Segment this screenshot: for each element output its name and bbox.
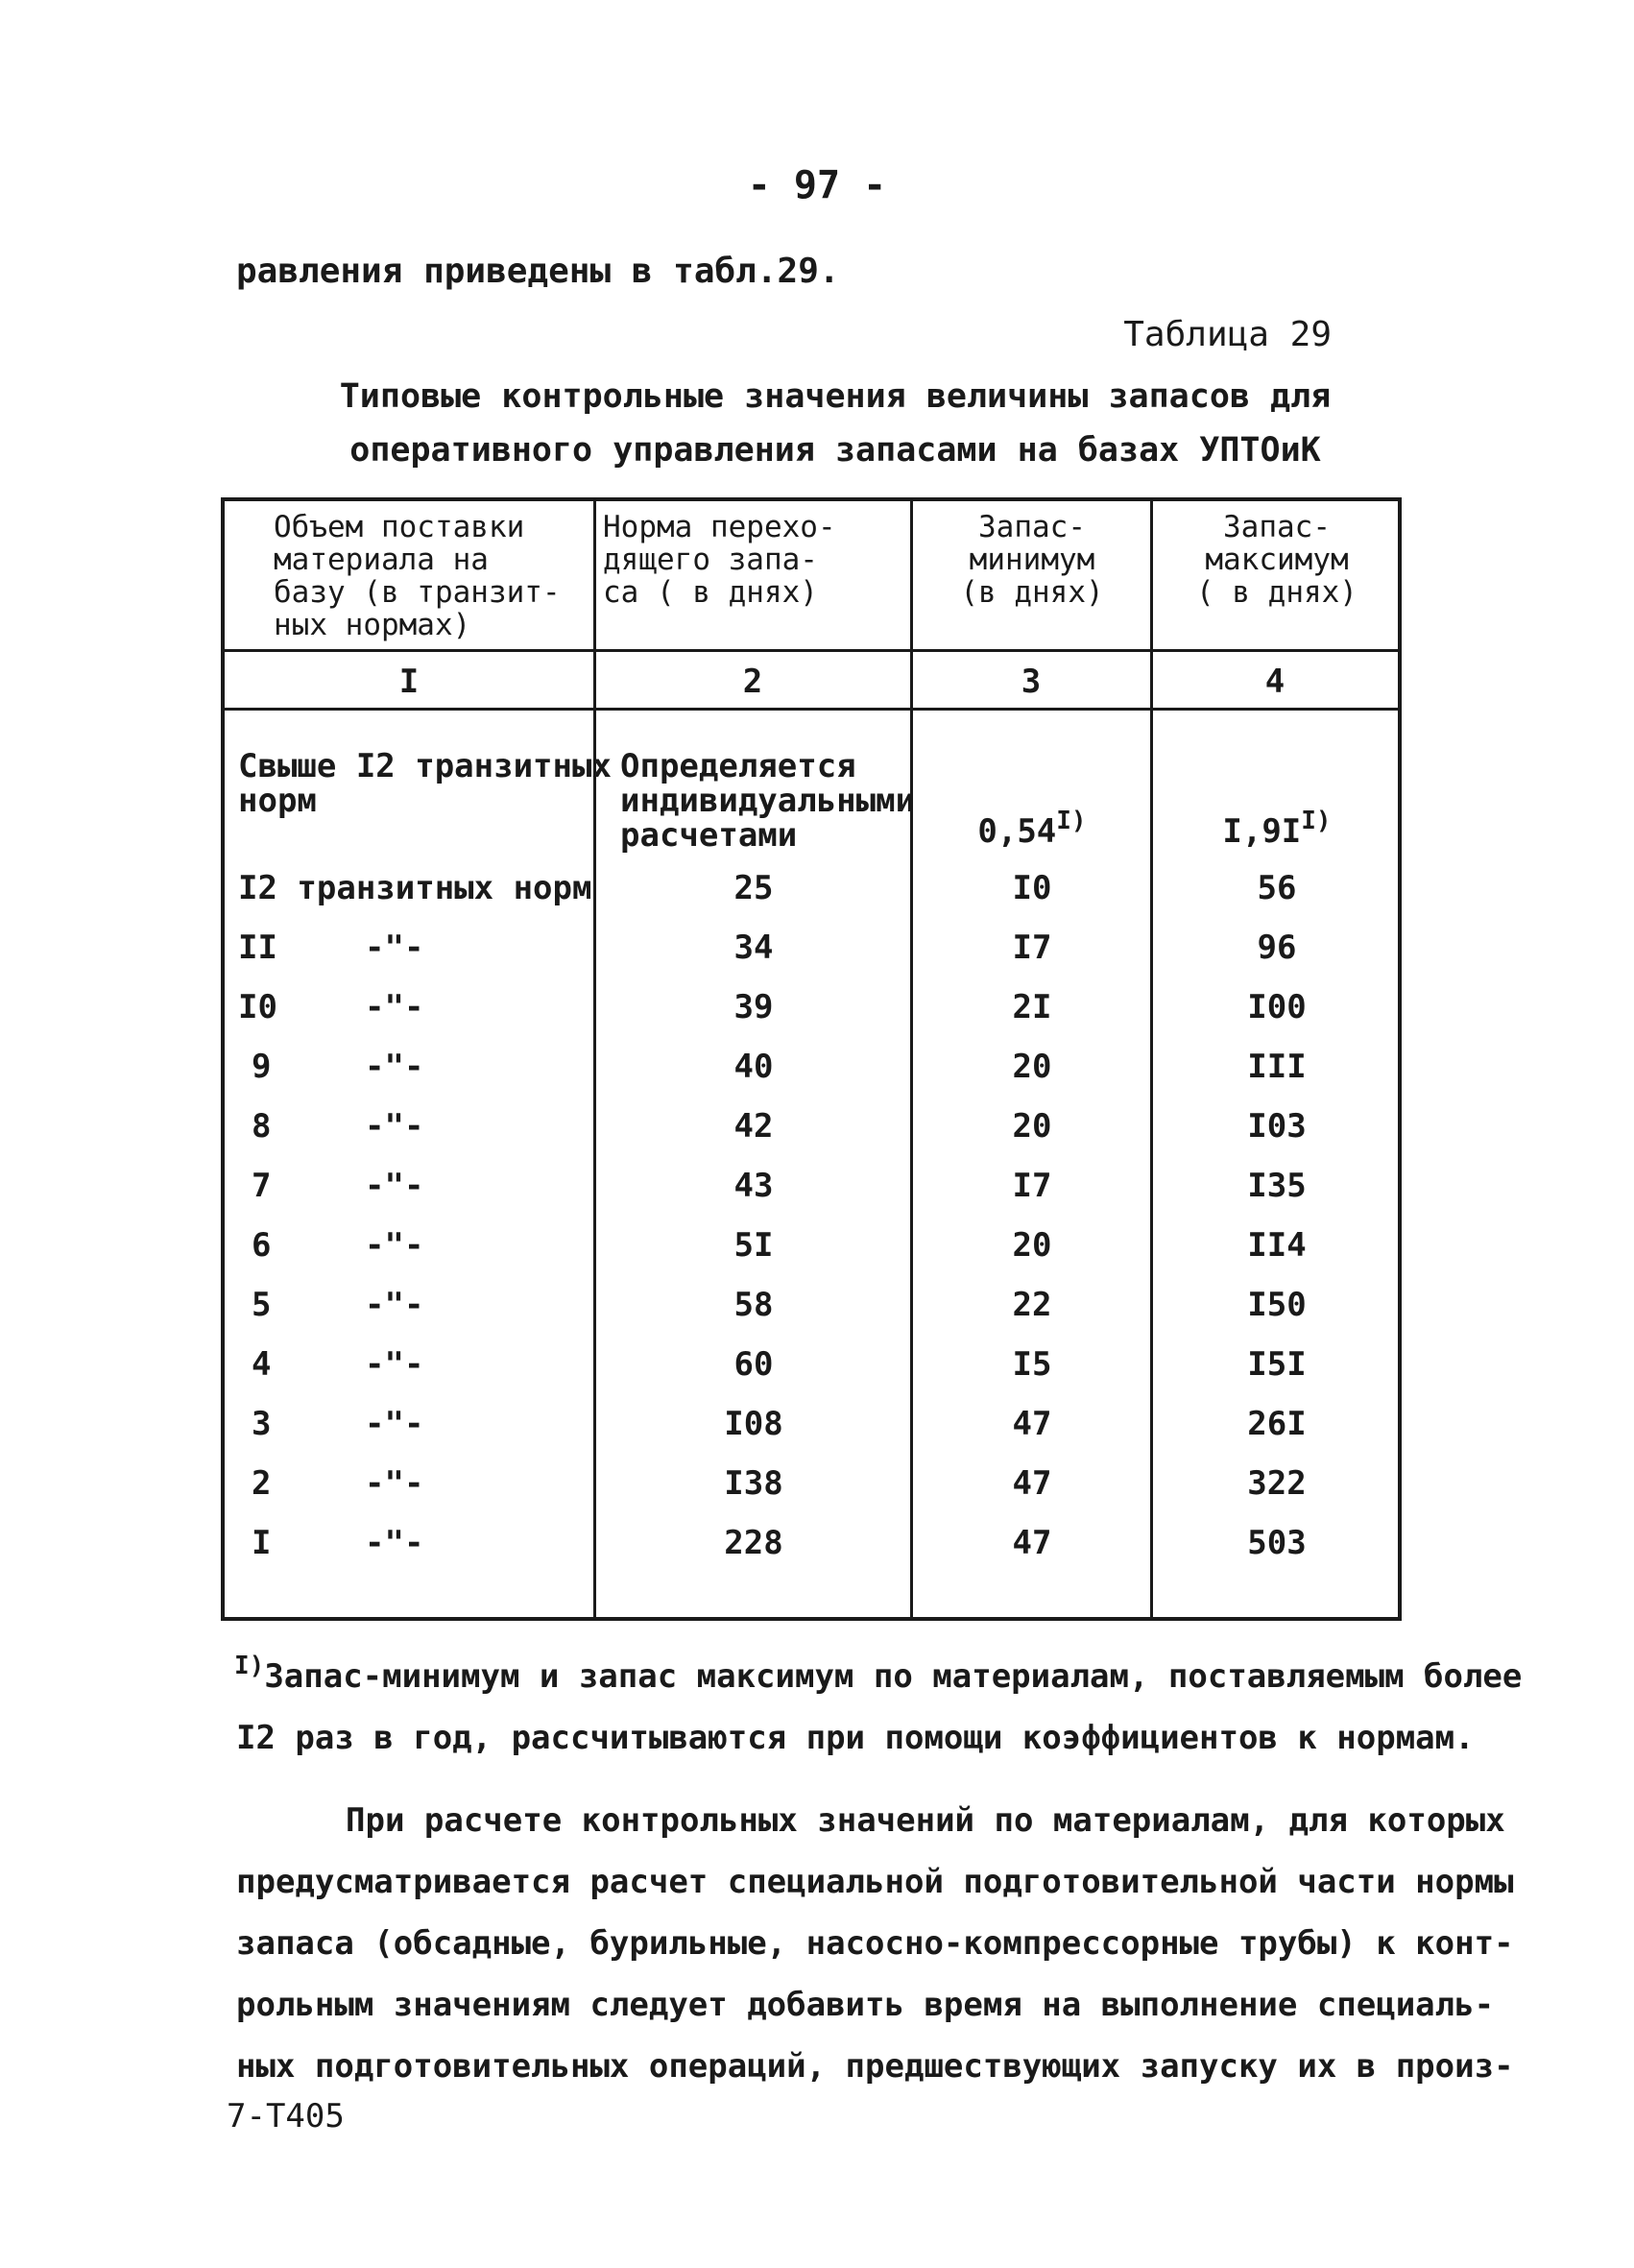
row-ditto-mark: -"- xyxy=(365,929,424,967)
row-max: 26I xyxy=(1247,1405,1307,1443)
row-norm: 43 xyxy=(733,1167,774,1205)
row-norm: 40 xyxy=(733,1048,774,1086)
table-label: Таблица 29 xyxy=(1123,315,1332,354)
row-volume: I2 транзитных норм xyxy=(238,869,592,907)
row-ditto-mark: -"- xyxy=(365,988,424,1026)
column-number: I xyxy=(398,663,420,701)
row-min: 20 xyxy=(1012,1107,1052,1146)
row-ditto-mark: -"- xyxy=(365,1226,424,1265)
footnote-mark: I) xyxy=(1301,807,1332,835)
row-norm: 42 xyxy=(733,1107,774,1146)
row-min: 2I xyxy=(1012,988,1052,1026)
row-volume: II xyxy=(238,929,277,967)
row-min: 20 xyxy=(1012,1048,1052,1086)
row-norm: 39 xyxy=(733,988,774,1026)
row-min: 20 xyxy=(1012,1226,1052,1265)
row-min: I5 xyxy=(1012,1345,1052,1384)
first-row-volume: Свыше I2 транзитных норм xyxy=(238,747,612,820)
row-norm: 25 xyxy=(733,869,774,907)
first-row-min xyxy=(912,807,1152,851)
row-max: III xyxy=(1247,1048,1307,1086)
row-norm: 60 xyxy=(733,1345,774,1384)
row-norm: 58 xyxy=(733,1286,774,1324)
paragraph-line: запаса (обсадные, бурильные, насосно-компрессорные трубы) к конт- xyxy=(236,1924,1514,1963)
table-title-line: Типовые контрольные значения величины запасов для xyxy=(339,377,1332,416)
row-norm: 34 xyxy=(733,929,774,967)
row-norm: I08 xyxy=(724,1405,783,1443)
row-volume: I0 xyxy=(238,988,277,1026)
header-max: Запас- максимум ( в днях) xyxy=(1196,510,1358,610)
footnote-mark: I) xyxy=(1056,807,1087,835)
row-ditto-mark: -"- xyxy=(365,1524,424,1562)
footnote-line: I2 раз в год, рассчитываются при помощи коэффициентов к нормам. xyxy=(236,1719,1475,1757)
row-volume: 4 xyxy=(252,1345,272,1384)
value: 0,54 xyxy=(977,812,1057,851)
row-max: I50 xyxy=(1247,1286,1307,1324)
intro-line: равления приведены в табл.29. xyxy=(236,252,840,291)
row-ditto-mark: -"- xyxy=(365,1286,424,1324)
row-max: I03 xyxy=(1247,1107,1307,1146)
row-volume: 7 xyxy=(252,1167,272,1205)
row-ditto-mark: -"- xyxy=(365,1167,424,1205)
row-max: I35 xyxy=(1247,1167,1307,1205)
value: I,9I xyxy=(1222,812,1302,851)
row-max: I5I xyxy=(1247,1345,1307,1384)
row-volume: 8 xyxy=(252,1107,272,1146)
column-number: 2 xyxy=(742,663,763,701)
row-ditto-mark: -"- xyxy=(365,1048,424,1086)
row-divider xyxy=(221,708,1402,711)
row-ditto-mark: -"- xyxy=(365,1107,424,1146)
sheet-code: 7-Т405 xyxy=(227,2097,345,2135)
table-title xyxy=(288,370,1382,477)
footnote-mark: I) xyxy=(234,1652,265,1680)
row-ditto-mark: -"- xyxy=(365,1345,424,1384)
row-ditto-mark: -"- xyxy=(365,1405,424,1443)
header-min: Запас- минимум (в днях) xyxy=(960,510,1104,610)
column-number: 4 xyxy=(1264,663,1286,701)
row-min: I7 xyxy=(1012,1167,1052,1205)
row-max: II4 xyxy=(1247,1226,1307,1265)
first-row-norm: Определяется индивидуальными расчетами xyxy=(620,747,916,855)
row-volume: 9 xyxy=(252,1048,272,1086)
row-min: 47 xyxy=(1012,1524,1052,1562)
row-volume: I xyxy=(252,1524,272,1562)
row-volume: 5 xyxy=(252,1286,272,1324)
row-min: I7 xyxy=(1012,929,1052,967)
paragraph-line: При расчете контрольных значений по материалам, для которых xyxy=(346,1801,1505,1840)
paragraph-line: ных подготовительных операций, предшествующих запуску их в произ- xyxy=(236,2047,1514,2086)
footnote-text: Запас-минимум и запас максимум по материалам, поставляемым более xyxy=(264,1657,1523,1696)
row-norm: 5I xyxy=(733,1226,774,1265)
row-norm: I38 xyxy=(724,1464,783,1503)
row-max: 96 xyxy=(1257,929,1297,967)
row-min: 47 xyxy=(1012,1464,1052,1503)
column-number: 3 xyxy=(1021,663,1042,701)
table-title-line: оперативного управления запасами на базах УПТОиК xyxy=(349,431,1321,470)
row-min: 47 xyxy=(1012,1405,1052,1443)
page-number: - 97 - xyxy=(747,163,887,207)
row-min: I0 xyxy=(1012,869,1052,907)
row-min: 22 xyxy=(1012,1286,1052,1324)
footnote-line xyxy=(234,1652,1522,1696)
row-norm: 228 xyxy=(724,1524,783,1562)
row-volume: 3 xyxy=(252,1405,272,1443)
first-row-max xyxy=(1152,807,1402,851)
paragraph-line: рольным значениям следует добавить время на выполнение специаль- xyxy=(236,1986,1495,2024)
paragraph-line: предусматривается расчет специальной подготовительной части нормы xyxy=(236,1863,1514,1901)
row-max: 56 xyxy=(1257,869,1297,907)
header-norm: Норма перехо- дящего запа- са ( в днях) xyxy=(603,510,836,610)
header-volume: Объем поставки материала на базу (в транзит- ных нормах) xyxy=(274,510,561,642)
row-max: 322 xyxy=(1247,1464,1307,1503)
row-max: 503 xyxy=(1247,1524,1307,1562)
row-divider xyxy=(221,649,1402,652)
row-volume: 2 xyxy=(252,1464,272,1503)
row-volume: 6 xyxy=(252,1226,272,1265)
row-max: I00 xyxy=(1247,988,1307,1026)
row-ditto-mark: -"- xyxy=(365,1464,424,1503)
